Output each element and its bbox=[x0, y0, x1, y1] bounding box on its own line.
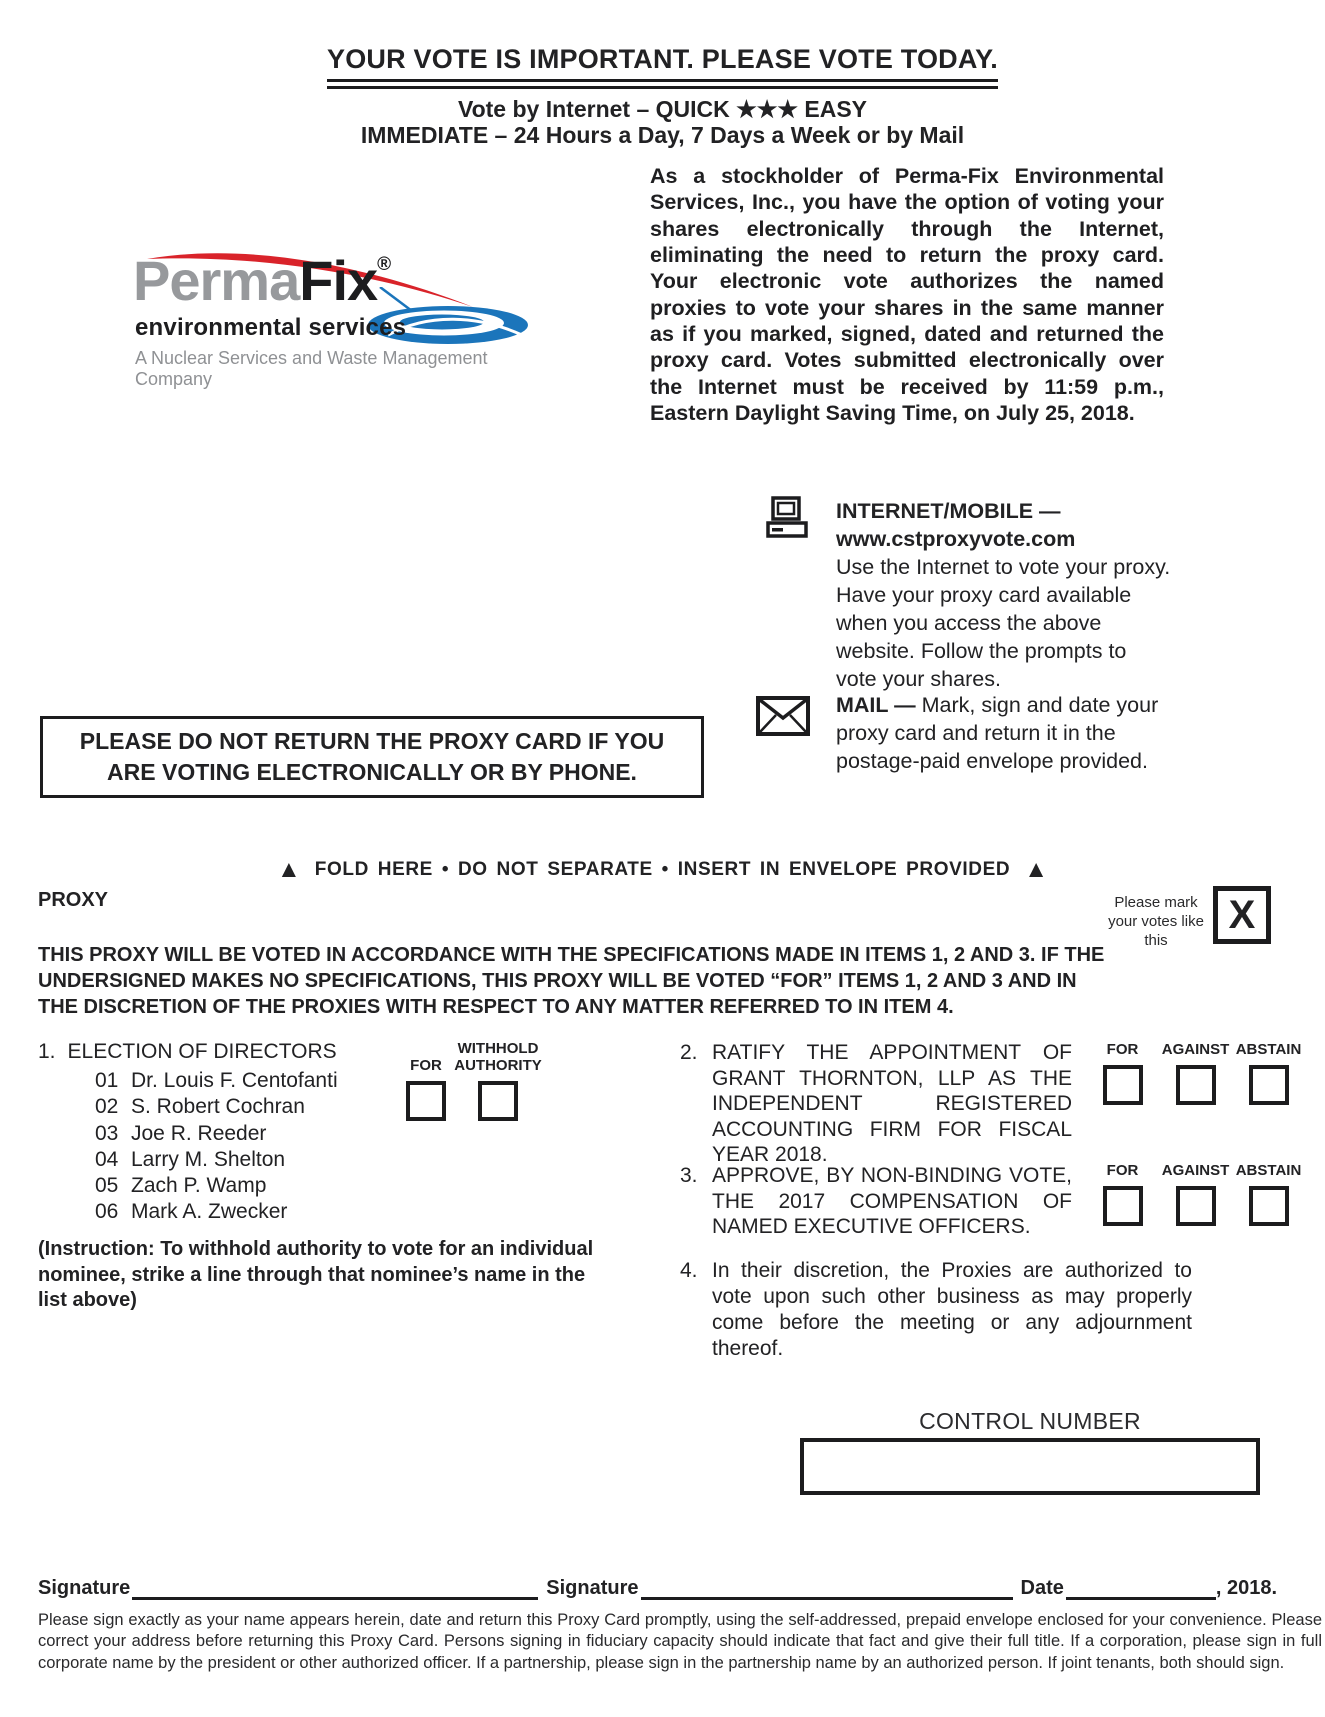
item1-withhold-column bbox=[454, 1040, 542, 1121]
nominee-name: S. Robert Cochran bbox=[131, 1095, 305, 1119]
logo-tagline: A Nuclear Services and Waste Management Company bbox=[135, 348, 488, 389]
nominee-number: 06 bbox=[95, 1200, 119, 1224]
fold-triangle-left-icon: ▲ bbox=[277, 856, 301, 883]
logo-brand-text bbox=[133, 249, 391, 312]
internet-heading: INTERNET/MOBILE — bbox=[836, 499, 1061, 523]
vote-by-internet-line: Vote by Internet – QUICK ★★★ EASY bbox=[457, 96, 868, 122]
logo-brand-gray: Perma bbox=[133, 249, 300, 312]
item3-against-column bbox=[1159, 1161, 1232, 1226]
date-line[interactable] bbox=[1066, 1574, 1216, 1600]
item3-text: APPROVE, BY NON-BINDING VOTE, THE 2017 COMPENSATION OF NAMED EXECUTIVE OFFICERS. bbox=[712, 1164, 1072, 1238]
nominee-row bbox=[95, 1094, 338, 1120]
item4-text: In their discretion, the Proxies are authorized to vote upon such other business as may properly come before the meeting or any adjournment thereof. bbox=[712, 1259, 1192, 1361]
nominee-name: Zach P. Wamp bbox=[131, 1174, 267, 1198]
item2 bbox=[680, 1040, 1072, 1168]
signature1-line[interactable] bbox=[132, 1574, 538, 1600]
nominee-name: Mark A. Zwecker bbox=[131, 1200, 288, 1224]
nominee-row bbox=[95, 1121, 338, 1147]
item3-against-label: AGAINST bbox=[1161, 1161, 1230, 1179]
envelope-icon bbox=[756, 696, 810, 736]
date-label: Date bbox=[1020, 1577, 1064, 1599]
item3 bbox=[680, 1163, 1072, 1240]
item2-against-column bbox=[1159, 1040, 1232, 1105]
do-not-return-notice-box bbox=[40, 716, 704, 798]
item1-title bbox=[38, 1040, 337, 1064]
signature2-line[interactable] bbox=[641, 1574, 1013, 1600]
item1-title-text: ELECTION OF DIRECTORS bbox=[67, 1040, 337, 1063]
year-suffix: , 2018. bbox=[1215, 1577, 1278, 1599]
withhold-instruction: (Instruction: To withhold authority to vote for an individual nominee, strike a line through that nominee’s name in the list above) bbox=[38, 1238, 594, 1312]
item2-against-label: AGAINST bbox=[1161, 1040, 1230, 1058]
proxy-voting-statement: THIS PROXY WILL BE VOTED IN ACCORDANCE WITH THE SPECIFICATIONS MADE IN ITEMS 1, 2 AND 3. IF THE UNDERSIGNED MAKES NO SPECIFICATIONS, THIS PROXY WILL BE VOTED “FOR” ITEMS 1, 2 AND 3 AND IN THE DISCRETION OF THE PROXIES WITH RESPECT TO ANY MATTER REFERRED TO IN ITEM 4. bbox=[38, 944, 1105, 1018]
nominee-name: Larry M. Shelton bbox=[131, 1147, 286, 1171]
nominee-row bbox=[95, 1147, 338, 1173]
do-not-return-notice-text: PLEASE DO NOT RETURN THE PROXY CARD IF YOU ARE VOTING ELECTRONICALLY OR BY PHONE. bbox=[79, 728, 665, 785]
mail-body: Mark, sign and date your proxy card and return it in the postage-paid envelope provided. bbox=[836, 693, 1159, 773]
signature-fine-print: Please sign exactly as your name appears herein, date and return this Proxy Card promptly, using the self-addressed, prepaid envelope enclosed for your convenience. Please correct your address before returning this Proxy Card. Persons signing in fiduciary capacity should indicate that fact and give their full title. If a corporation, please sign in full corporate name by the president or other authorized officer. If a partnership, please sign in the partnership name by an authorized person. If joint tenants, both should sign. bbox=[38, 1611, 1322, 1672]
internet-body: Use the Internet to vote your proxy. Have your proxy card available when you access the above website. Follow the prompts to vote your shares. bbox=[836, 554, 1171, 691]
item4 bbox=[680, 1258, 1192, 1362]
computer-icon bbox=[760, 496, 810, 542]
fold-triangle-right-icon: ▲ bbox=[1024, 856, 1048, 883]
fold-here-line bbox=[0, 856, 1325, 884]
item2-abstain-column bbox=[1232, 1040, 1305, 1105]
mark-example-box: X bbox=[1213, 886, 1271, 944]
signature2-label: Signature bbox=[546, 1577, 639, 1599]
control-number-box bbox=[800, 1438, 1260, 1495]
internet-section bbox=[836, 498, 1172, 694]
nominee-name: Dr. Louis F. Centofanti bbox=[131, 1069, 338, 1092]
nominee-list bbox=[95, 1068, 338, 1226]
item3-for-column bbox=[1086, 1161, 1159, 1226]
item3-checkbox-group bbox=[1086, 1161, 1305, 1226]
stockholder-intro-paragraph: As a stockholder of Perma-Fix Environmental Services, Inc., you have the option of voting your shares electronically through the Internet, eliminating the need to return the proxy card. Your electronic vote authorizes the named proxies to vote your shares in the same manner as if you marked, signed, dated and returned the proxy card. Votes submitted electronically over the Internet must be received by 11:59 p.m., Eastern Daylight Saving Time, on July 25, 2018. bbox=[650, 164, 1164, 425]
nominee-number: 05 bbox=[95, 1174, 119, 1198]
item2-text: RATIFY THE APPOINTMENT OF GRANT THORNTON, LLP AS THE INDEPENDENT REGISTERED ACCOUNTING FIRM FOR FISCAL YEAR 2018. bbox=[712, 1041, 1072, 1166]
item2-for-column bbox=[1086, 1040, 1159, 1105]
please-mark-note: Please mark your votes like this bbox=[1108, 894, 1204, 950]
item2-for-label: FOR bbox=[1106, 1040, 1139, 1058]
item1-number: 1. bbox=[38, 1040, 56, 1063]
nominee-number: 03 bbox=[95, 1121, 119, 1145]
logo-subtitle: environmental services bbox=[135, 314, 407, 341]
nominee-row bbox=[95, 1173, 338, 1199]
item3-for-label: FOR bbox=[1106, 1161, 1139, 1179]
mail-heading: MAIL — bbox=[836, 693, 922, 717]
item3-against-checkbox[interactable] bbox=[1176, 1186, 1216, 1226]
nominee-number: 04 bbox=[95, 1147, 119, 1171]
registered-mark-icon: ® bbox=[377, 254, 391, 275]
page-title: YOUR VOTE IS IMPORTANT. PLEASE VOTE TODAY. bbox=[327, 44, 998, 89]
item3-abstain-checkbox[interactable] bbox=[1249, 1186, 1289, 1226]
item1-for-checkbox[interactable] bbox=[406, 1081, 446, 1121]
item3-abstain-label: ABSTAIN bbox=[1235, 1161, 1302, 1179]
internet-url: www.cstproxyvote.com bbox=[836, 526, 1076, 551]
logo-brand-black: Fix bbox=[299, 249, 378, 312]
item1-for-label: FOR bbox=[410, 1056, 442, 1074]
item2-abstain-checkbox[interactable] bbox=[1249, 1065, 1289, 1105]
item2-checkbox-group bbox=[1086, 1040, 1305, 1105]
signature1-label: Signature bbox=[38, 1577, 131, 1599]
item4-number: 4. bbox=[680, 1259, 698, 1282]
item3-for-checkbox[interactable] bbox=[1103, 1186, 1143, 1226]
nominee-name: Joe R. Reeder bbox=[131, 1121, 267, 1145]
control-number-label: CONTROL NUMBER bbox=[919, 1408, 1141, 1434]
item2-for-checkbox[interactable] bbox=[1103, 1065, 1143, 1105]
item1-withhold-label: WITHHOLD AUTHORITY bbox=[454, 1040, 542, 1074]
proxy-label: PROXY bbox=[38, 889, 109, 911]
nominee-row bbox=[95, 1199, 338, 1225]
fold-here-text: FOLD HERE • DO NOT SEPARATE • INSERT IN ENVELOPE PROVIDED bbox=[314, 859, 1011, 880]
item3-abstain-column bbox=[1232, 1161, 1305, 1226]
item1-withhold-checkbox[interactable] bbox=[478, 1081, 518, 1121]
immediate-line: IMMEDIATE – 24 Hours a Day, 7 Days a Week or by Mail bbox=[360, 122, 965, 148]
item2-abstain-label: ABSTAIN bbox=[1235, 1040, 1302, 1058]
nominee-number: 01 bbox=[95, 1069, 119, 1092]
item1-checkbox-group bbox=[390, 1040, 542, 1121]
permafix-logo bbox=[115, 215, 555, 389]
mail-section bbox=[836, 692, 1184, 776]
signature-row bbox=[38, 1574, 1320, 1600]
item3-number: 3. bbox=[680, 1164, 698, 1187]
item2-number: 2. bbox=[680, 1041, 698, 1064]
nominee-row bbox=[95, 1068, 338, 1094]
nominee-number: 02 bbox=[95, 1095, 119, 1119]
item1-for-column bbox=[390, 1040, 462, 1121]
item2-against-checkbox[interactable] bbox=[1176, 1065, 1216, 1105]
